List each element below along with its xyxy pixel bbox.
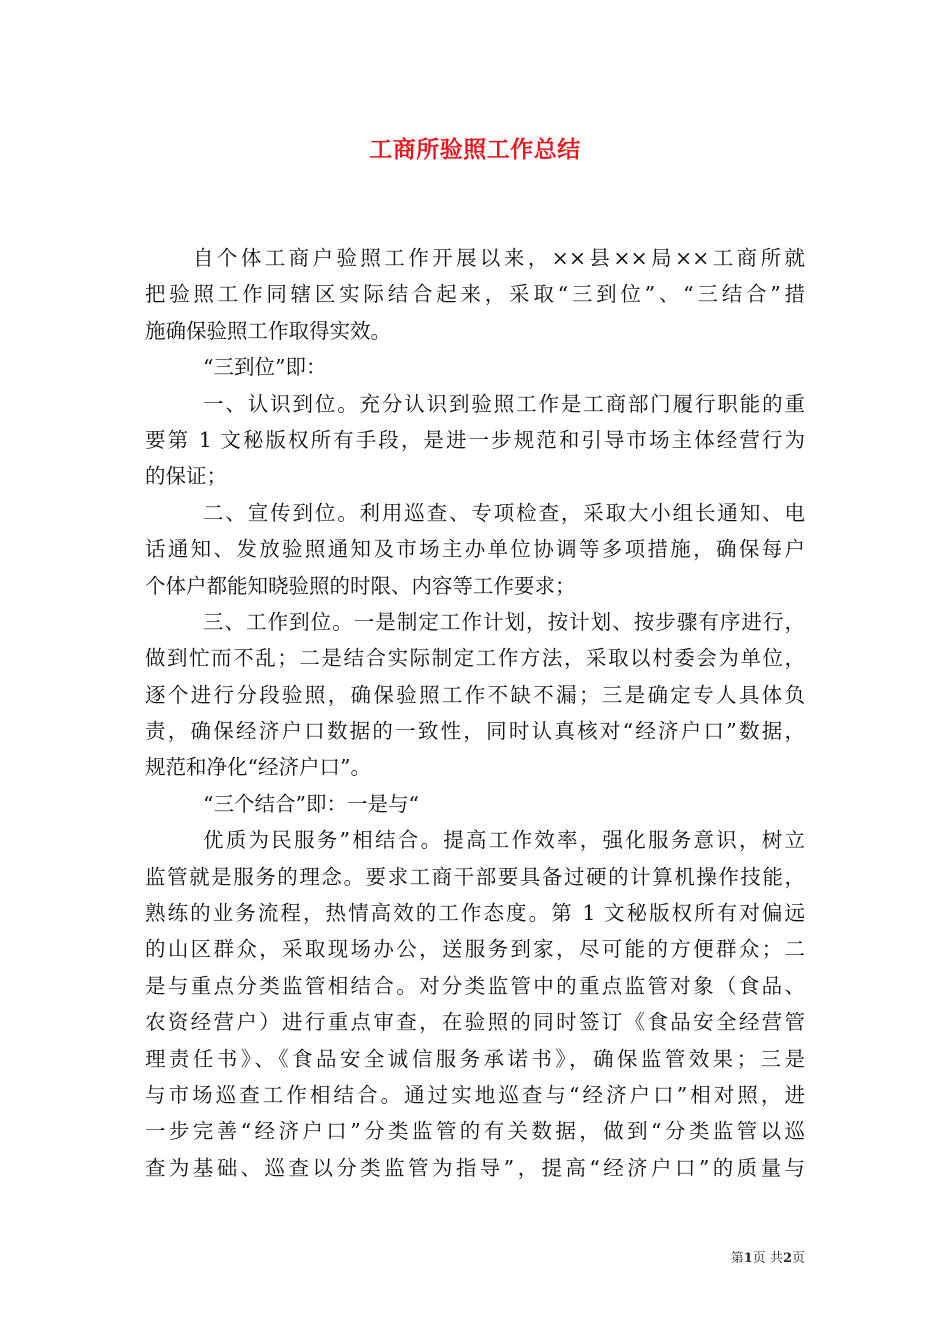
paragraph-line: 的保证； xyxy=(145,464,227,489)
paragraph-line: 优质为民服务”相结合。提高工作效率，强化服务意识，树立 xyxy=(203,828,805,853)
paragraph-line: 农资经营户）进行重点审查，在验照的同时签订《食品安全经营管 xyxy=(145,1010,805,1035)
paragraph-line: 要第 1 文秘版权所有手段，是进一步规范和引导市场主体经营行为 xyxy=(145,427,805,452)
paragraph-line: 熟练的业务流程，热情高效的工作态度。第 1 文秘版权所有对偏远 xyxy=(145,901,805,926)
paragraph-line: 做到忙而不乱；二是结合实际制定工作方法，采取以村委会为单位， xyxy=(145,646,805,671)
paragraph-line: 话通知、发放验照通知及市场主办单位协调等多项措施，确保每户 xyxy=(145,537,805,562)
page-prefix: 第 xyxy=(730,1251,744,1266)
paragraph-line: 的山区群众，采取现场办公，送服务到家，尽可能的方便群众；二 xyxy=(145,937,805,962)
paragraph-line: 查为基础、巡查以分类监管为指导”，提高“经济户口”的质量与 xyxy=(145,1155,805,1180)
page-suffix: 页 xyxy=(791,1251,805,1266)
paragraph-line: 理责任书》、《食品安全诚信服务承诺书》，确保监管效果；三是 xyxy=(145,1046,805,1071)
paragraph-line: “三个结合”即：一是与“ xyxy=(203,791,419,816)
paragraph-line: 一步完善“经济户口”分类监管的有关数据，做到“分类监管以巡 xyxy=(145,1119,805,1144)
paragraph-line: 监管就是服务的理念。要求工商干部要具备过硬的计算机操作技能， xyxy=(145,864,805,889)
paragraph-line: 施确保验照工作取得实效。 xyxy=(145,318,391,343)
page-middle: 页 共 xyxy=(752,1251,783,1266)
page-total: 2 xyxy=(782,1251,792,1266)
paragraph-line: 二、宣传到位。利用巡查、专项检查，采取大小组长通知、电 xyxy=(203,500,805,525)
paragraph-line: 规范和净化“经济户口”。 xyxy=(145,755,371,780)
paragraph-line: “三到位”即： xyxy=(203,355,327,380)
paragraph-line: 三、工作到位。一是制定工作计划，按计划、按步骤有序进行， xyxy=(203,609,805,634)
paragraph-line: 把验照工作同辖区实际结合起来，采取“三到位”、“三结合”措 xyxy=(145,282,805,307)
paragraph-line: 个体户都能知晓验照的时限、内容等工作要求； xyxy=(145,573,576,598)
paragraph-line: 逐个进行分段验照，确保验照工作不缺不漏；三是确定专人具体负 xyxy=(145,682,805,707)
paragraph-line: 一、认识到位。充分认识到验照工作是工商部门履行职能的重 xyxy=(203,391,805,416)
paragraph-line: 与市场巡查工作相结合。通过实地巡查与“经济户口”相对照，进 xyxy=(145,1082,805,1107)
page-current: 1 xyxy=(743,1251,753,1266)
page-title: 工商所验照工作总结 xyxy=(369,136,581,163)
page-number-footer xyxy=(731,1247,805,1266)
document-body xyxy=(145,240,805,1186)
paragraph-line: 自个体工商户验照工作开展以来，××县××局××工商所就 xyxy=(193,246,805,270)
paragraph-line: 责，确保经济户口数据的一致性，同时认真核对“经济户口”数据， xyxy=(145,719,805,744)
paragraph-line: 是与重点分类监管相结合。对分类监管中的重点监管对象（食品、 xyxy=(145,973,805,998)
